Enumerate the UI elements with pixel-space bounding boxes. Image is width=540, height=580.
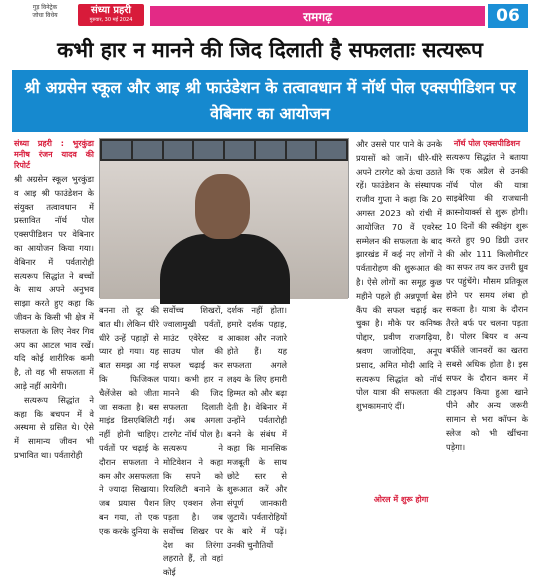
sidebar-text: सत्यरूप सिद्धांत ने बताया कि एक अप्रैल से उनकी नॉर्थ पोल की यात्रा साइबेरिया की राजधानी क्रास्नोयार्क्स से शुरू होगी। 10 दिनों की स्कीइंग शुरू करते हुए 90 डिग्री उत्तर की ओर 111 किलोमीटर का सफर तय कर उत्तरी ध्रुव पर पहुंचेंगे। मौसम प्रतिकूल होने पर समय लंबा हो सकता है। यात्रा के दौरान तैरते बर्फ पर चलना पड़ता है। पोलर बियर व अन्य बर्फीले जानवरों का खतरा सबसे अधिक होता है। इस सफर के दौरान कमर में टाइअप किया हुआ खाने पीने और अन्य जरूरी सामान से भरा कॉफ्न के स्लेज को भी खींचना पड़ेगा। [446,152,528,452]
subheadline: श्री अग्रसेन स्कूल और आइ श्री फाउंडेशन के तत्वावधान में नॉर्थ पोल एक्सपीडिशन पर वेबिनार का आयोजन [12,70,528,132]
paragraph: सत्यरूप सिद्धांत ने कहा कि बचपन में वे अस्थमा से ग्रसित थे। ऐसे में सामान्य जीवन भी प्रभावित था। पर्वतारोही [14,394,94,460]
masthead [0,0,540,30]
edition-info [14,4,76,20]
speaker-figure [160,234,290,304]
brand-name: संध्या प्रहरी [90,5,132,16]
column-4: दर्शक नहीं होता। हमारे दर्शक पहाड़, आकाश और नजारे होते हैं। यह सफलता अगले लक्ष्य के लिए हमारी हिम्मत को और बढ़ा देती है। वेबिनार में उन्होंने पर्वतारोही बनने के संबंध में कहा कि मानसिक मजबूती के साथ छोटे स्तर से शुरूआत करें और संपूर्ण जानकारी जुटायें। पर्वतारोहियों के बारे में पढ़ें। उनकी चुनौतियों [227,305,287,550]
edition-name: जोधा विधेय [32,12,58,19]
byline: संध्या प्रहरी : भुरकुंडा मनीष रंजन यादव की रिपोर्ट [14,139,94,170]
participant-thumbnails [100,139,348,161]
paragraph: श्री अग्रसेन स्कूल भुरकुंडा व आइ श्री फाउंडेशन के संयुक्त तत्वावधान में प्रस्तावित नॉर्थ पोल एक्सपीडिशन पर वेबिनार का आयोजन किया गया। वेबिनार में पर्वतारोही सत्यरूप सिद्धांत ने बच्चों के साथ अपने अनुभव साझा करते हुए कहा कि जीवन के किसी भी क्षेत्र में सफलता के लिए नेवर गिव अप का आटल भाव रखें। यदि कोई शारीरिक कमी है, तो वह भी सफलता में आड़े नहीं आयेगी। [14,174,94,391]
section-name: रामगढ़ [303,10,332,24]
speaker-head [195,174,250,239]
issue-date: गुरुवार, 30 मई 2024 [89,17,133,23]
sidebar-heading: नॉर्थ पोल एक्सपीडिशन [453,139,521,148]
section-strip [150,6,485,26]
column-2: बनना तो दूर की बात थी। लेकिन धीरे धीरे उन्हें पहाड़ों से प्यार हो गया। यह बात समझ आ गई कि फिजिकल चैलेंजेस को जीता जा सकता है। बस माइंड डिसएबिलिटी नहीं होनी चाहिए। पर्वतों पर चढ़ाई के दौरान सफलता ने कम और असफलता ने ज्यादा सिखाया। जब प्रयास पैशन बन गया, तो एक एक करके दुनिया के [99,305,159,536]
column-5: और उससे पार पाने के उनके प्रयासों को जानें। धीरे-धीरे अपने टारगेट को ऊंचा उठाते रहें। फाउंडेशन के संस्थापक राजीव गुप्ता ने कहा कि 20 अगस्त 2023 को रांची में आयोजित 70 वें एवरेस्ट सम्मेलन की सफलता के बाद झारखंड में कई नए लोगों ने पर्वतारोहण की शुरूआत की है। ऐसे लोगों का समूह कुछ महीने पहले ही अन्नपूर्णा बेस कैंप की सफल चढ़ाई कर चुका है। मौके पर कनिष्क पोद्दार, प्रवीण राजगढ़िया, श्रवण जाजोदिया, अनूप प्रसाद, अमित मोदी आदि ने सत्यरूप सिद्धांत को नॉर्थ पोल यात्रा की सफलता की शुभकामनाएं दीं। [356,139,442,412]
column-3: सर्वोच्च शिखरों, ज्वालामुखी पर्वतों, माउंट एवेरेस्ट व साउथ पोल की सफल चढ़ाई कर पाया। कभी हार न मानने की जिद सफलता दिलाती गई। अब अगला टारगेट नॉर्थ पोल है। सत्यरूप ने मोटिवेशन ने कहा कि सपने को रियलिटी बनाने के लिए एक्शन लेना पड़ता है। जब सर्वोच्च शिखर पर देश का तिरंगा लहराते हैं, तो वहां कोई [163,305,223,578]
column-1 [14,138,94,463]
continuation-note: ओरल में शुरू होगा [373,495,429,504]
webinar-screenshot-photo [99,138,349,298]
paper-name: गुड़ विनेट्रेक [32,4,58,11]
page-number: 06 [488,4,528,28]
brand-logo [78,4,144,26]
headline: कभी हार न मानने की जिद दिलाती है सफलताः सत्यरूप [57,38,483,62]
sidebar-column [446,138,528,455]
